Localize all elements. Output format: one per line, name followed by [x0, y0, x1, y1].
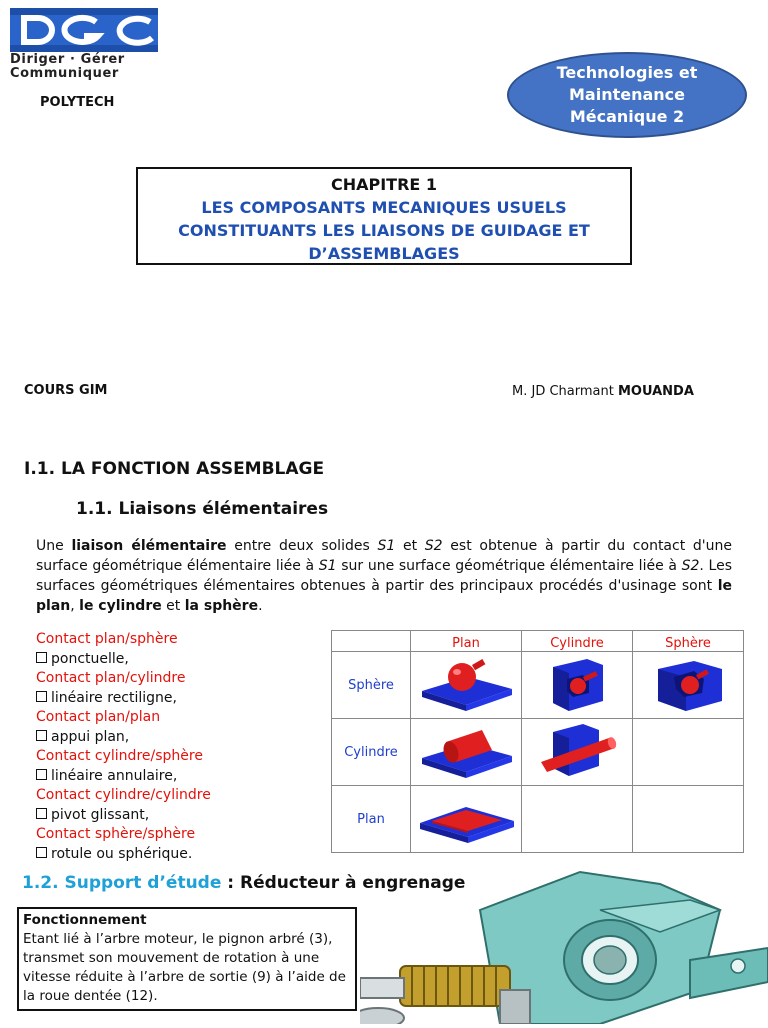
liaison-item — [36, 728, 326, 748]
contact-table — [331, 630, 744, 853]
liaison-item — [36, 845, 326, 865]
col-header-cylindre: Cylindre — [522, 631, 633, 652]
checkbox-icon — [36, 808, 47, 819]
intro-text: Une — [36, 538, 72, 554]
logo-tagline-line1: Diriger · Gérer — [10, 52, 125, 67]
fonctionnement-title: Fonctionnement — [23, 912, 147, 928]
chapter-title-line-2: CONSTITUANTS LES LIAISONS DE GUIDAGE ET — [178, 221, 590, 240]
intro-bold: la sphère — [184, 598, 259, 614]
plane-on-plane-illustration — [411, 786, 522, 853]
subsection-heading: 1.1. Liaisons élémentaires — [76, 499, 329, 519]
intro-text: . — [258, 598, 263, 614]
liaison-name: linéaire annulaire, — [51, 767, 178, 784]
course-oval — [507, 52, 747, 138]
intro-bold: le cylindre — [79, 598, 162, 614]
liaison-name: rotule ou sphérique. — [51, 845, 193, 862]
contact-type: Contact sphère/sphère — [36, 826, 196, 842]
intro-text: sur une surface géométrique élémentaire liée à — [336, 558, 682, 574]
liaison-item — [36, 689, 326, 709]
col-header-sphere: Sphère — [633, 631, 744, 652]
chapter-label: CHAPITRE 1 — [330, 175, 438, 194]
fonctionnement-box — [17, 907, 357, 1011]
school-name: POLYTECH — [40, 95, 115, 110]
sphere-in-cylinder-illustration — [522, 652, 633, 719]
author-surname: MOUANDA — [617, 384, 694, 399]
logo-tagline — [10, 53, 125, 81]
liaison-item — [36, 806, 326, 826]
gear-reducer-illustration — [360, 870, 768, 1024]
checkbox-icon — [36, 652, 47, 663]
course-code: COURS GIM — [24, 383, 108, 398]
intro-text: entre deux solides — [226, 538, 378, 554]
cylinder-on-plane-illustration — [411, 719, 522, 786]
course-oval-line-3: Mécanique 2 — [569, 107, 685, 126]
checkbox-icon — [36, 730, 47, 741]
intro-bold: le plan — [36, 578, 732, 614]
intro-text: , — [70, 598, 80, 614]
row-header-plan: Plan — [332, 786, 411, 853]
liaison-item — [36, 650, 326, 670]
sphere-in-sphere-illustration — [633, 652, 744, 719]
table-corner-cell — [332, 631, 411, 652]
sphere-on-plane-illustration — [411, 652, 522, 719]
intro-text: est obtenue à partir du contact d'une surface géométrique élémentaire liée à — [36, 538, 732, 574]
support-separator: : — [221, 873, 241, 893]
intro-italic: S1 — [318, 558, 337, 574]
cylinder-in-cylinder-illustration — [522, 719, 633, 786]
chapter-title-line-1: LES COMPOSANTS MECANIQUES USUELS — [201, 198, 567, 217]
row-header-sphere: Sphère — [332, 652, 411, 719]
contact-type: Contact cylindre/sphère — [36, 748, 203, 764]
chapter-title-line-3: D’ASSEMBLAGES — [308, 244, 460, 263]
empty-cell — [522, 786, 633, 853]
author-prefix: M. JD Charmant — [512, 384, 618, 399]
intro-italic: S1 — [377, 538, 396, 554]
intro-italic: S2 — [681, 558, 700, 574]
checkbox-icon — [36, 769, 47, 780]
chapter-title-box — [136, 167, 632, 265]
fonctionnement-text: Etant lié à l’arbre moteur, le pignon arbré (3), transmet son mouvement de rotation à une vitesse réduite à l’arbre de sortie (9) à l’aide de la roue dentée (12). — [23, 931, 346, 1004]
contact-type: Contact cylindre/cylindre — [36, 787, 211, 803]
empty-cell — [633, 719, 744, 786]
course-oval-line-2: Maintenance — [568, 85, 685, 104]
intro-text: et — [395, 538, 425, 554]
liaison-name: linéaire rectiligne, — [51, 689, 177, 706]
contact-type: Contact plan/sphère — [36, 631, 178, 647]
contact-type: Contact plan/cylindre — [36, 670, 186, 686]
col-header-plan: Plan — [411, 631, 522, 652]
intro-italic: S2 — [424, 538, 443, 554]
liaison-name: appui plan, — [51, 728, 130, 745]
liaison-name: pivot glissant, — [51, 806, 150, 823]
contact-type: Contact plan/plan — [36, 709, 161, 725]
logo-tagline-line2: Communiquer — [10, 66, 119, 81]
support-number-title: 1.2. Support d’étude — [22, 873, 222, 893]
contact-list — [36, 630, 326, 864]
checkbox-icon — [36, 691, 47, 702]
row-header-cylindre: Cylindre — [332, 719, 411, 786]
intro-paragraph — [36, 536, 732, 616]
course-oval-line-1: Technologies et — [556, 63, 698, 82]
empty-cell — [633, 786, 744, 853]
intro-text: . Les surfaces géométriques élémentaires obtenues à partir des principaux procédés d'usinage sont — [36, 558, 732, 594]
author — [512, 384, 694, 399]
section-heading: I.1. LA FONCTION ASSEMBLAGE — [24, 459, 325, 479]
intro-bold: liaison élémentaire — [71, 538, 227, 554]
support-subject: Réducteur à engrenage — [240, 873, 466, 893]
intro-text: et — [161, 598, 185, 614]
checkbox-icon — [36, 847, 47, 858]
liaison-name: ponctuelle, — [51, 650, 129, 667]
liaison-item — [36, 767, 326, 787]
